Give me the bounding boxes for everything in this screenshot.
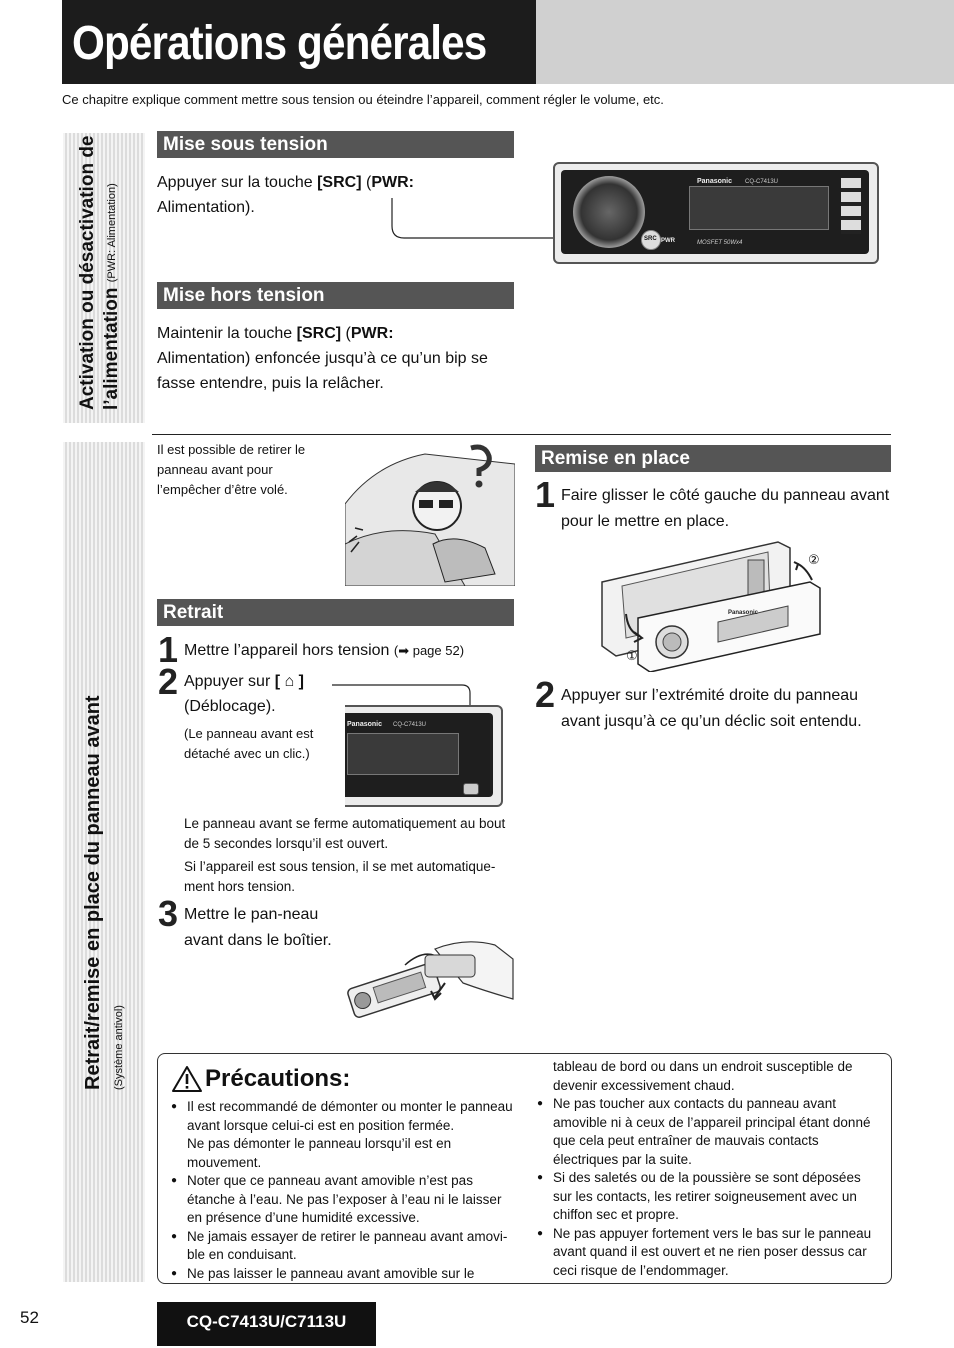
pwr-label: PWR [661, 238, 675, 244]
radio-partial-brand: Panasonic [347, 721, 383, 728]
intro-text: Ce chapitre explique comment mettre sous tension ou éteindre l’appareil, comment régler le volume, etc. [62, 92, 664, 107]
precautions-list-left [171, 1098, 516, 1283]
page-number: 52 [20, 1308, 39, 1327]
precaution-item: ● Ne jamais essayer de retirer le panneau avant amovi-ble en conduisant. [171, 1228, 516, 1265]
src-button[interactable] [641, 230, 661, 250]
auto-close-line1: Le panneau avant se ferme automatiquement au bout de 5 secondes lorsqu’il est ouvert. [184, 816, 506, 851]
section-heading-power-on: Mise sous tension [157, 131, 514, 158]
auto-close-note [184, 814, 514, 897]
case-illustration [345, 935, 515, 1025]
precaution-item: ● Ne pas laisser le panneau avant amovible sur le [171, 1265, 516, 1284]
section-heading-power-off: Mise hors tension [157, 282, 514, 309]
volume-knob [573, 176, 645, 248]
warning-icon [171, 1065, 203, 1093]
right-buttons [841, 178, 861, 234]
power-on-t2: ( [361, 174, 372, 191]
reattach-step2-text: Appuyer sur l’extrémité droite du panneau avant jusqu’à ce qu’un déclic soit entendu. [561, 687, 862, 730]
power-on-t3: Alimentation). [157, 199, 255, 216]
side-label-panel-line1: Retrait/remise en place du panneau avant [82, 695, 104, 1090]
radio-illustration-partial [345, 705, 503, 807]
removal-step2-note: (Le panneau avant est détaché avec un clic.) [184, 726, 314, 761]
reattach-brand: Panasonic [728, 610, 759, 616]
reattach-marker-1: ① [626, 648, 638, 663]
removal-step2-text [184, 669, 304, 719]
precaution-item: ● Ne pas toucher aux contacts du panneau avant amovible ni à ceux de l’appareil principal étant donné que cela peut entraîner de mauvais contacts électriques par la suite. [537, 1095, 882, 1169]
radio-model: CQ-C7413U [745, 179, 779, 185]
precautions-list-right [537, 1058, 882, 1280]
radio-illustration [553, 162, 879, 264]
power-off-text [157, 321, 517, 396]
power-on-t1: Appuyer sur la touche [157, 174, 318, 191]
side-label-panel [80, 560, 132, 1090]
section-divider [152, 434, 891, 435]
precautions-title: Précautions: [205, 1065, 351, 1092]
title-bar-accent [536, 0, 954, 84]
removal-step2-a: Appuyer sur [184, 673, 275, 690]
removal-step1-main: Mettre l’appareil hors tension [184, 642, 394, 659]
removal-step2-number: 2 [158, 661, 179, 702]
radio-brand: Panasonic [697, 178, 733, 185]
power-off-t3: Alimentation) enfoncée jusqu’à ce qu’un bip se fasse entendre, puis la relâcher. [157, 350, 488, 392]
removal-step2-c: (Déblocage). [184, 698, 276, 715]
removal-step3-text: Mettre le pan-neau avant dans le boîtier. [184, 906, 332, 949]
section-heading-removal: Retrait [157, 599, 514, 626]
reattach-marker-2: ② [808, 552, 820, 567]
removal-step1-number: 1 [158, 629, 179, 670]
power-off-src: [SRC] [296, 325, 342, 342]
side-label-power-small: (PWR: Alimentation) [106, 183, 118, 283]
power-on-src: [SRC] [317, 174, 362, 191]
reattach-step1-number: 1 [535, 474, 556, 515]
auto-close-line2: Si l’appareil est sous tension, il se met automatique-ment hors tension. [184, 859, 496, 894]
thief-cartoon [345, 444, 515, 586]
radio-partial-model: CQ-C7413U [393, 722, 427, 728]
precaution-item: ● Ne pas appuyer fortement vers le bas sur le panneau avant quand il est ouvert et ne rien poser dessus car ceci risque de l’endommager. [537, 1225, 882, 1281]
src-label: SRC [644, 236, 657, 242]
precaution-item: ● Il est recommandé de démonter ou monter le panneau avant lorsque celui-ci est en position fermée. [171, 1098, 516, 1135]
removal-step3-number: 3 [158, 893, 179, 934]
reattach-step2-number: 2 [535, 674, 556, 715]
radio-display [689, 186, 829, 230]
reattach-step1-text: Faire glisser le côté gauche du panneau avant pour le mettre en place. [561, 487, 890, 530]
section-heading-reattach: Remise en place [535, 445, 891, 472]
radio-partial-display [347, 733, 459, 775]
power-off-pwr: PWR: [350, 325, 394, 342]
power-off-t2: ( [341, 325, 351, 342]
side-label-power-line2: l’alimentation [101, 287, 122, 410]
power-off-t1: Maintenir la touche [157, 325, 297, 342]
model-label: CQ-C7413U/C7113U [157, 1302, 376, 1346]
release-key-label: [ ⌂ ] [274, 673, 304, 690]
theft-note: Il est possible de retirer le panneau avant pour l’empêcher d’être volé. [157, 442, 306, 497]
side-label-power-line1: Activation ou désactivation de [77, 135, 98, 410]
side-label-power [76, 135, 124, 410]
removal-step1-text [184, 638, 464, 663]
removal-step1-ref: (➡ page 52) [393, 643, 465, 658]
precaution-item: Ne pas démonter le panneau lorsqu’il est en mouvement. [187, 1136, 452, 1170]
page-title: Opérations générales [72, 17, 487, 70]
side-label-panel-small: (Système antivol) [113, 1005, 125, 1090]
release-button[interactable] [463, 783, 479, 795]
radio-sub: MOSFET 50Wx4 [697, 240, 743, 246]
precaution-item: ● Noter que ce panneau avant amovible n’est pas étanche à l’eau. Ne pas l’exposer à l’eau ni le laisser en présence d’une humidité excessive. [171, 1172, 516, 1228]
power-on-pwr: PWR: [371, 174, 414, 191]
precaution-item: ● Si des saletés ou de la poussière se sont déposées sur les contacts, les retirer soigneusement avec un chiffon sec et propre. [537, 1169, 882, 1225]
precaution-item: tableau de bord ou dans un endroit susceptible de devenir excessivement chaud. [553, 1059, 853, 1093]
